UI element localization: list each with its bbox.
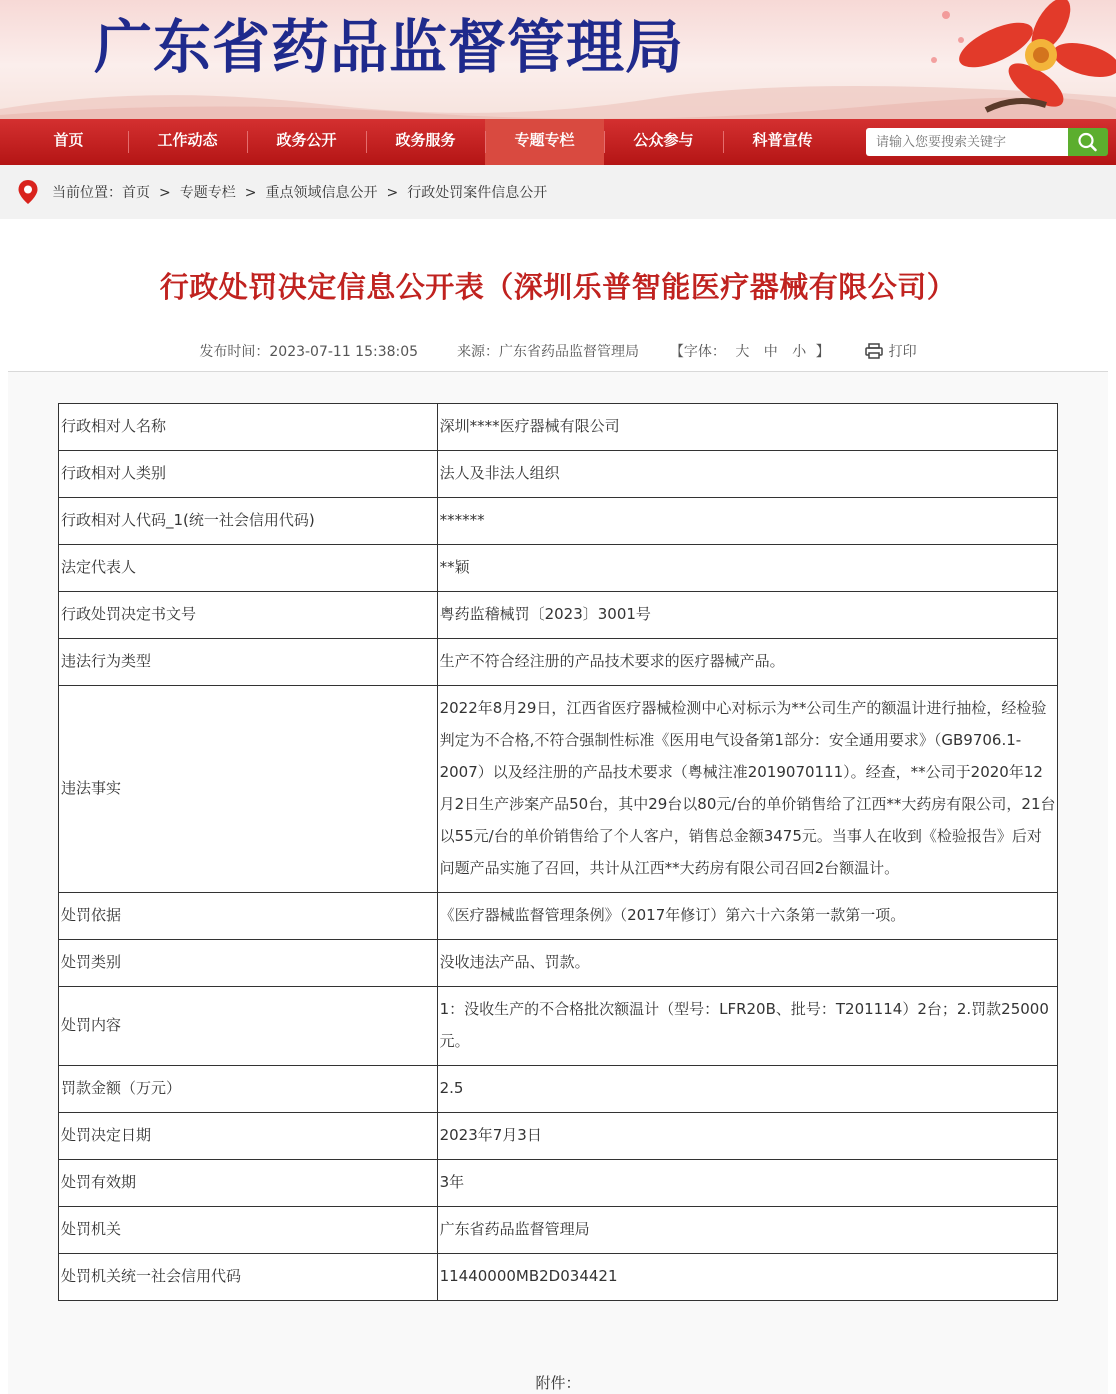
attachment-label: 附件： <box>535 1374 581 1392</box>
article-meta <box>0 341 1116 361</box>
main-nav <box>0 119 1116 165</box>
table-row <box>59 987 1058 1066</box>
table-row <box>59 498 1058 545</box>
table-value: **颖 <box>437 545 1057 592</box>
breadcrumb-link-home[interactable]: 首页 <box>122 185 150 201</box>
font-size-large-button[interactable]: 大 <box>735 344 750 360</box>
nav-item-science[interactable]: 科普宣传 <box>723 119 842 165</box>
table-key: 违法行为类型 <box>59 639 438 686</box>
table-key: 处罚决定日期 <box>59 1113 438 1160</box>
search-button[interactable] <box>1068 128 1108 156</box>
table-key: 法定代表人 <box>59 545 438 592</box>
publish-label: 发布时间： <box>199 344 270 360</box>
table-key: 处罚依据 <box>59 893 438 940</box>
breadcrumb-separator: > <box>386 185 399 201</box>
table-value: 《医疗器械监督管理条例》（2017年修订）第六十六条第一款第一项。 <box>437 893 1057 940</box>
table-key: 行政相对人名称 <box>59 404 438 451</box>
table-key: 违法事实 <box>59 686 438 893</box>
breadcrumb-separator: > <box>244 185 257 201</box>
nav-item-home[interactable]: 首页 <box>53 131 84 149</box>
search-input[interactable] <box>866 128 1068 156</box>
breadcrumb-prefix: 当前位置： <box>52 185 122 201</box>
publish-time: 2023-07-11 15:38:05 <box>269 344 419 360</box>
nav-menu <box>9 119 842 165</box>
nav-item-services[interactable]: 政务服务 <box>366 119 485 165</box>
article-title: 行政处罚决定信息公开表（深圳乐普智能医疗器械有限公司） <box>159 270 957 304</box>
kapok-flower-icon <box>926 0 1116 119</box>
table-row <box>59 1207 1058 1254</box>
table-row <box>59 1160 1058 1207</box>
font-size-medium-button[interactable]: 中 <box>763 344 778 360</box>
nav-item-special-topics[interactable]: 专题专栏 <box>485 119 604 165</box>
search-icon <box>1068 128 1108 156</box>
breadcrumb-link-penalty-cases[interactable]: 行政处罚案件信息公开 <box>407 185 548 201</box>
table-row <box>59 545 1058 592</box>
table-value: 没收违法产品、罚款。 <box>437 940 1057 987</box>
table-key: 处罚类别 <box>59 940 438 987</box>
location-pin-icon <box>17 179 39 205</box>
table-key: 处罚机关 <box>59 1207 438 1254</box>
table-key: 处罚内容 <box>59 987 438 1066</box>
table-row <box>59 1066 1058 1113</box>
table-key: 罚款金额（万元） <box>59 1066 438 1113</box>
nav-item-gov-info[interactable]: 政务公开 <box>247 119 366 165</box>
table-row <box>59 940 1058 987</box>
table-row <box>59 686 1058 893</box>
table-value: ****** <box>437 498 1057 545</box>
font-size-close: 】 <box>815 344 830 360</box>
table-value: 2022年8月29日，江西省医疗器械检测中心对标示为**公司生产的额温计进行抽检，经检验判定为不合格,不符合强制性标准《医用电气设备第1部分：安全通用要求》（GB9706.1-2007）以及经注册的产品技术要求（粤械注准2019070111）。经查，**公司于2020年12月2日生产涉案产品50台，其中29台以80元/台的单价销售给了江西**大药房有限公司，21台以55元/台的单价销售给了个人客户，销售总金额3475元。当事人在收到《检验报告》后对问题产品实施了召回，共计从江西**大药房有限公司召回2台额温计。 <box>437 686 1057 893</box>
nav-item-news[interactable]: 工作动态 <box>128 119 247 165</box>
table-row <box>59 404 1058 451</box>
site-banner <box>0 0 1116 119</box>
table-key: 处罚机关统一社会信用代码 <box>59 1254 438 1301</box>
article-content <box>8 372 1108 1394</box>
table-value: 深圳****医疗器械有限公司 <box>437 404 1057 451</box>
table-key: 行政处罚决定书文号 <box>59 592 438 639</box>
table-row <box>59 592 1058 639</box>
table-value: 2023年7月3日 <box>437 1113 1057 1160</box>
font-size-label: 【字体： <box>669 344 726 360</box>
table-key: 处罚有效期 <box>59 1160 438 1207</box>
font-size-small-button[interactable]: 小 <box>792 344 807 360</box>
breadcrumb-link-special-topics[interactable]: 专题专栏 <box>179 185 236 201</box>
table-value: 1：没收生产的不合格批次额温计（型号：LFR20B、批号：T201114）2台；2.罚款25000元。 <box>437 987 1057 1066</box>
table-value: 粤药监稽械罚〔2023〕3001号 <box>437 592 1057 639</box>
table-key: 行政相对人代码_1(统一社会信用代码) <box>59 498 438 545</box>
table-row <box>59 451 1058 498</box>
breadcrumb-separator: > <box>159 185 171 201</box>
breadcrumb-trail <box>52 182 547 202</box>
source-value: 广东省药品监督管理局 <box>498 344 639 360</box>
print-label: 打印 <box>888 344 917 360</box>
print-button[interactable] <box>865 344 917 360</box>
printer-icon <box>865 343 883 359</box>
table-row <box>59 893 1058 940</box>
table-key: 行政相对人类别 <box>59 451 438 498</box>
table-value: 2.5 <box>437 1066 1057 1113</box>
source-label: 来源： <box>456 344 499 360</box>
nav-item-participation[interactable]: 公众参与 <box>604 119 723 165</box>
table-value: 生产不符合经注册的产品技术要求的医疗器械产品。 <box>437 639 1057 686</box>
article <box>0 219 1116 1394</box>
table-row <box>59 1254 1058 1301</box>
breadcrumb <box>0 165 1116 219</box>
table-row <box>59 639 1058 686</box>
table-value: 广东省药品监督管理局 <box>437 1207 1057 1254</box>
table-value: 11440000MB2D034421 <box>437 1254 1057 1301</box>
breadcrumb-link-key-areas[interactable]: 重点领域信息公开 <box>265 185 378 201</box>
site-title: 广东省药品监督管理局 <box>94 13 685 81</box>
table-row <box>59 1113 1058 1160</box>
penalty-info-table <box>58 403 1058 1301</box>
table-value: 法人及非法人组织 <box>437 451 1057 498</box>
table-value: 3年 <box>437 1160 1057 1207</box>
